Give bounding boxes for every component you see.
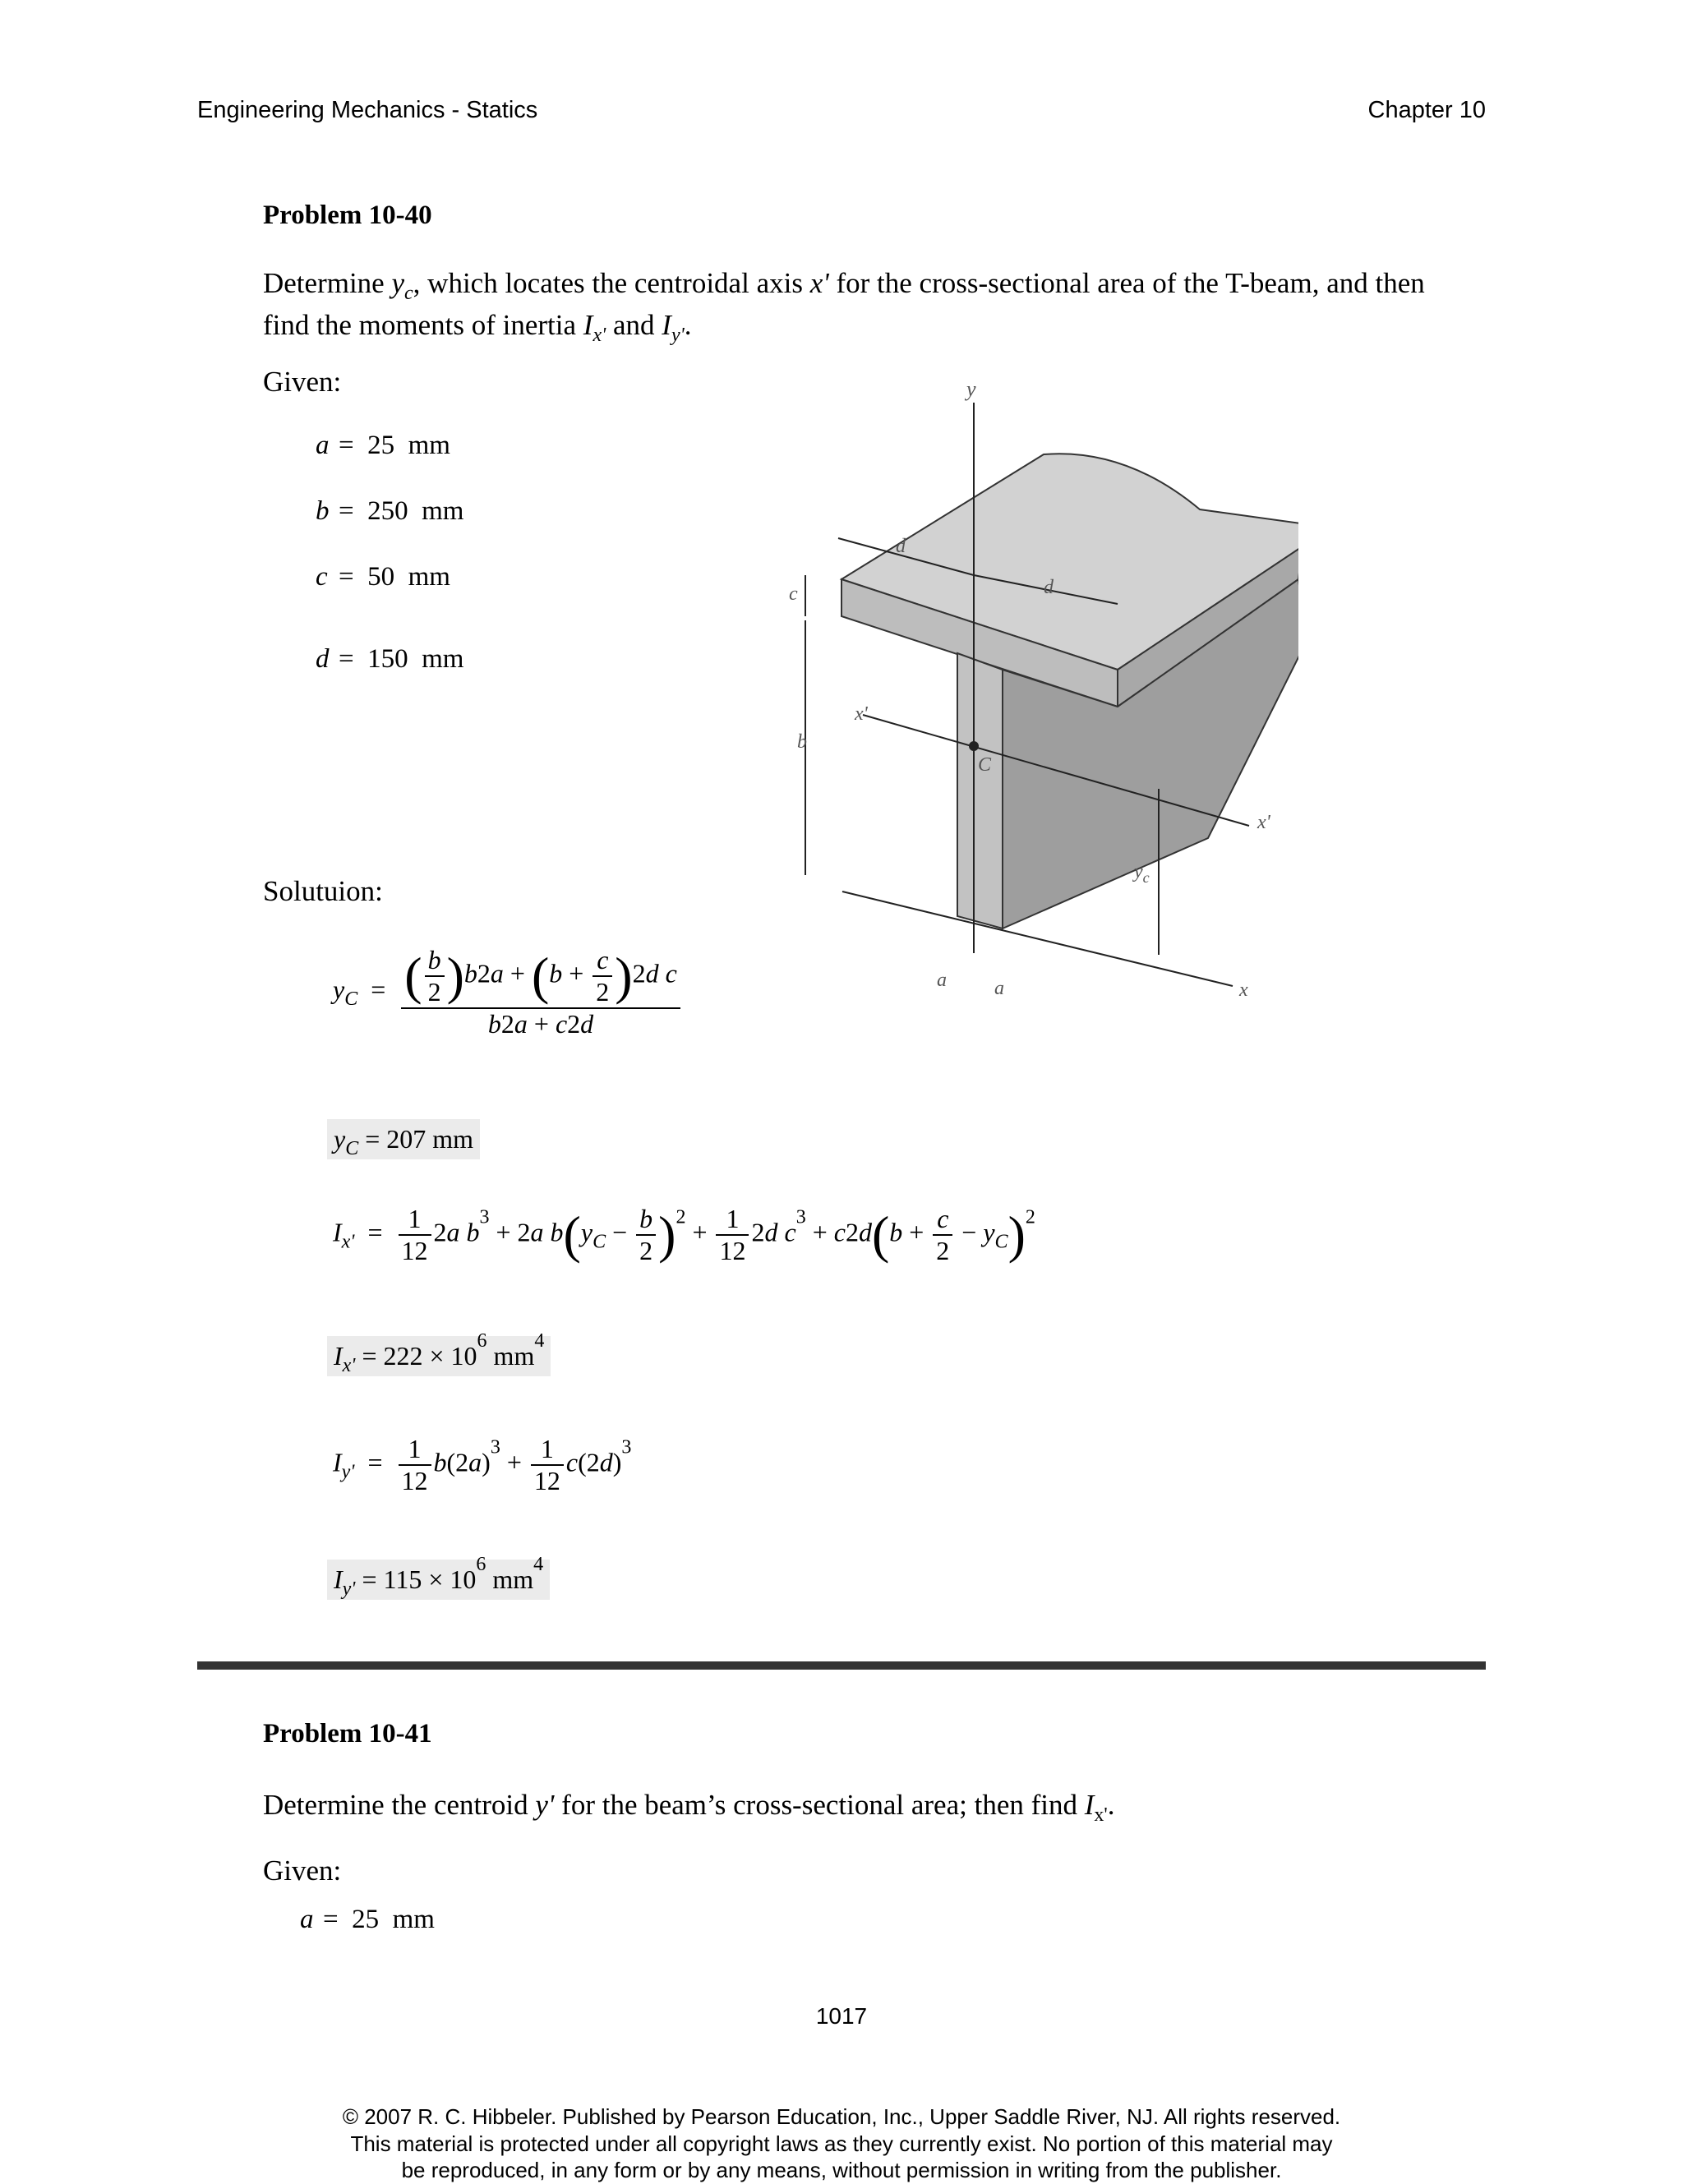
b-label: b bbox=[797, 731, 807, 753]
a-label-left: a bbox=[937, 970, 947, 991]
problem-statement: Determine $y_c$, which locates the centroidal axis x' for the cross-sectional area of the T-beam, and then find the moments of inertia $I_{x'}$ and $I_{y'}$. bbox=[263, 267, 1425, 346]
xprime-axis-label: x' bbox=[1257, 812, 1270, 833]
footer-line-1: © 2007 R. C. Hibbeler. Published by Pearson Education, Inc., Upper Saddle River, NJ. All rights reserved. bbox=[342, 2104, 1341, 2129]
web-front-face bbox=[957, 653, 1003, 928]
given-c: c = 50 mm bbox=[316, 562, 450, 592]
ix-result: $I_{x'} = 222 \times 10^6$ $mm^4$ bbox=[327, 1336, 551, 1376]
d-label-right: d bbox=[1044, 577, 1054, 598]
given-b: b = 250 mm bbox=[316, 496, 464, 526]
footer-line-2: This material is protected under all copyright laws as they currently exist. No portion of this material may bbox=[350, 2131, 1333, 2156]
iy-formula: $I_{y'}$ = $\frac{1}{12}$ $b(2a)^3$ + $\frac{1}{12}$ $c(2d)^3$ bbox=[333, 1434, 632, 1495]
problem-separator bbox=[197, 1661, 1486, 1670]
a-label-right: a bbox=[994, 978, 1004, 999]
yc-label: $y_c$ bbox=[1134, 861, 1150, 886]
page-number: 1017 bbox=[815, 2003, 868, 2029]
xprime-axis-label-left: x' bbox=[855, 703, 868, 725]
ix-formula: $I_{x'}$ = $\frac{1}{12}$ 2a $b^3 + 2a$ $b(y_C$ − $\frac{b}{2}$ )$^2$ + $\frac{1}{12}$ 2d $c^3 + c2d(b$ + $\frac{c}{2}$ − $y_C)^2$ bbox=[333, 1204, 1035, 1265]
given-a-2: a = 25 mm bbox=[300, 1905, 435, 1934]
footer-line-3: be reproduced, in any form or by any means, without permission in writing from the publisher. bbox=[401, 2158, 1282, 2182]
problem-statement-2: Determine the centroid y' for the beam’s cross-sectional area; then find $I_{x'}$. bbox=[263, 1789, 1115, 1826]
problem-title-2: Problem 10-41 bbox=[263, 1719, 432, 1749]
given-label: Given: bbox=[263, 366, 342, 398]
given-a: a = 25 mm bbox=[316, 431, 450, 460]
c-label: c bbox=[789, 583, 798, 605]
d-label-left: d bbox=[896, 536, 906, 557]
given-d: d = 150 mm bbox=[316, 644, 464, 674]
yc-formula: $y_C$ = ( $\frac{b}{2}$ )b2a + (b + $\frac{c}{2}$ )2d c b2a + c2d bbox=[333, 945, 683, 1039]
iy-result: $I_{y'} = 115 \times 10^6$ $mm^4$ bbox=[327, 1560, 550, 1600]
y-axis-label: y bbox=[966, 378, 976, 401]
centroid-point bbox=[969, 741, 979, 751]
solution-label: Solutuion: bbox=[263, 875, 383, 907]
given-label-2: Given: bbox=[263, 1855, 342, 1887]
x-axis-label: x bbox=[1239, 979, 1248, 1001]
tbeam-figure bbox=[772, 378, 1298, 1019]
running-header-right: Chapter 10 bbox=[1367, 97, 1486, 123]
yc-result: $y_C = 207$ mm bbox=[327, 1119, 480, 1159]
copyright-footer bbox=[0, 2103, 1683, 2184]
problem-title: Problem 10-40 bbox=[263, 200, 432, 230]
running-header-left: Engineering Mechanics - Statics bbox=[197, 97, 538, 123]
centroid-label: C bbox=[978, 754, 992, 776]
